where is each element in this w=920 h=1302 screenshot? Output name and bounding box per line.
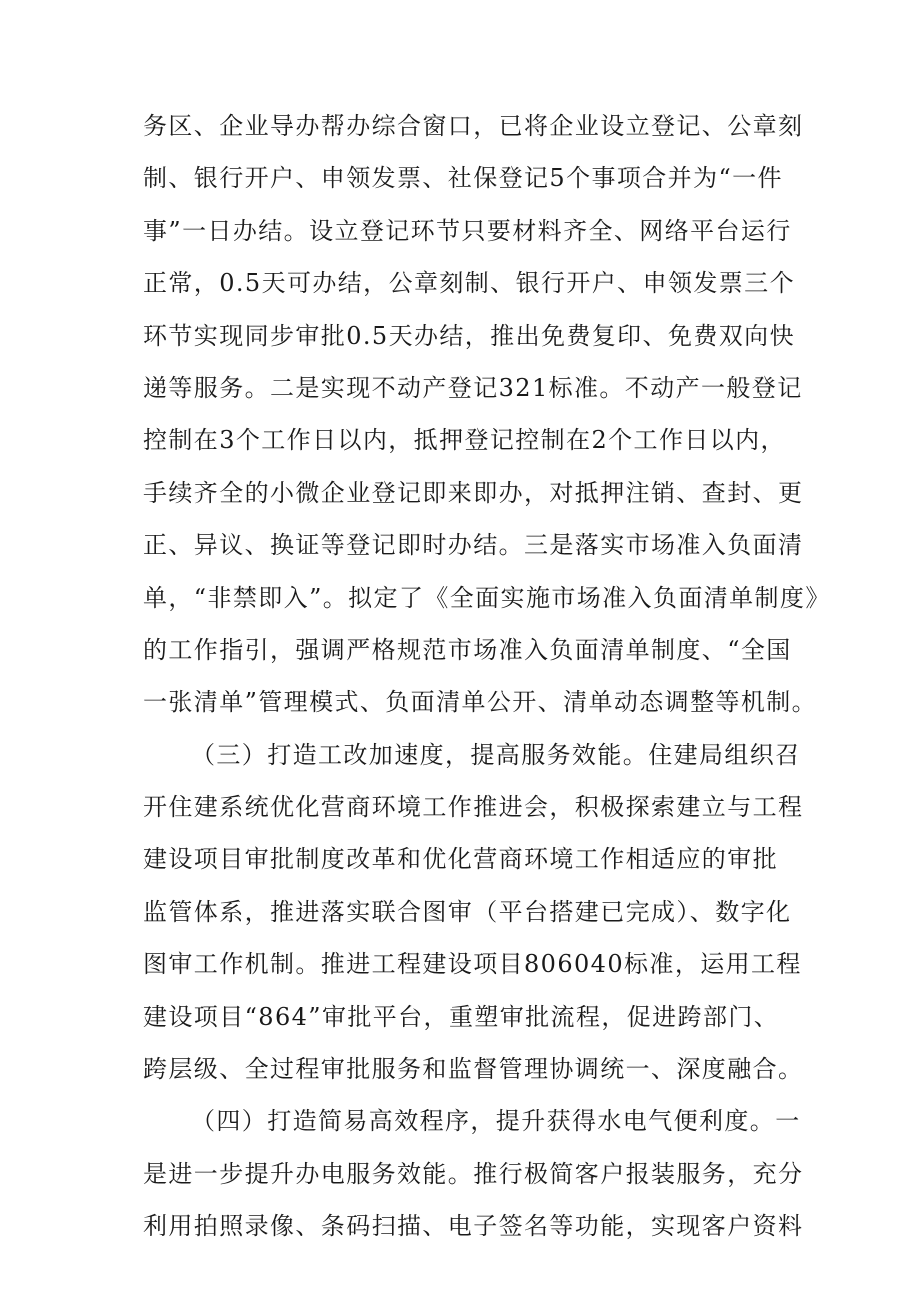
section-heading-4: （四）打造简易高效程序，提升获得水电气便利度。一 bbox=[191, 1107, 801, 1136]
text-line: 单，“非禁即入”。拟定了《全面实施市场准入负面清单制度》 bbox=[143, 583, 831, 612]
text-line: 利用拍照录像、条码扫描、电子签名等功能，实现客户资料 bbox=[143, 1212, 804, 1241]
text-line: 事”一日办结。设立登记环节只要材料齐全、网络平台运行 bbox=[143, 216, 792, 245]
text-line: 正常，0.5天可办结，公章刻制、银行开户、申领发票三个 bbox=[143, 269, 795, 298]
text-line: 建设项目“864”审批平台，重塑审批流程，促进跨部门、 bbox=[143, 1002, 780, 1031]
text-line: 建设项目审批制度改革和优化营商环境工作相适应的审批 bbox=[143, 845, 778, 874]
text-line: 跨层级、全过程审批服务和监督管理协调统一、深度融合。 bbox=[143, 1055, 804, 1084]
text-line: 是进一步提升办电服务效能。推行极简客户报装服务，充分 bbox=[143, 1159, 804, 1188]
text-line: 务区、企业导办帮办综合窗口，已将企业设立登记、公章刻 bbox=[143, 112, 804, 140]
section-heading-3: （三）打造工改加速度，提高服务效能。住建局组织召 bbox=[191, 740, 801, 769]
text-line: 的工作指引，强调严格规范市场准入负面清单制度、“全国 bbox=[143, 635, 792, 664]
text-line: 递等服务。二是实现不动产登记321标准。不动产一般登记 bbox=[143, 373, 803, 402]
text-line: 控制在3个工作日以内，抵押登记控制在2个工作日以内， bbox=[143, 426, 786, 455]
body-text bbox=[143, 100, 831, 1253]
text-line: 开住建系统优化营商环境工作推进会，积极探索建立与工程 bbox=[143, 793, 804, 822]
text-line: 制、银行开户、申领发票、社保登记5个事项合并为“一件 bbox=[143, 164, 783, 193]
text-line: 环节实现同步审批0.5天办结，推出免费复印、免费双向快 bbox=[143, 321, 795, 350]
text-line: 手续齐全的小微企业登记即来即办，对抵押注销、查封、更 bbox=[143, 478, 804, 507]
text-line: 一张清单”管理模式、负面清单公开、清单动态调整等机制。 bbox=[143, 688, 818, 717]
text-line: 监管体系，推进落实联合图审（平台搭建已完成）、数字化 bbox=[143, 897, 792, 926]
text-line: 图审工作机制。推进工程建设项目806040标准，运用工程 bbox=[143, 950, 802, 979]
text-line: 正、异议、换证等登记即时办结。三是落实市场准入负面清 bbox=[143, 531, 804, 560]
